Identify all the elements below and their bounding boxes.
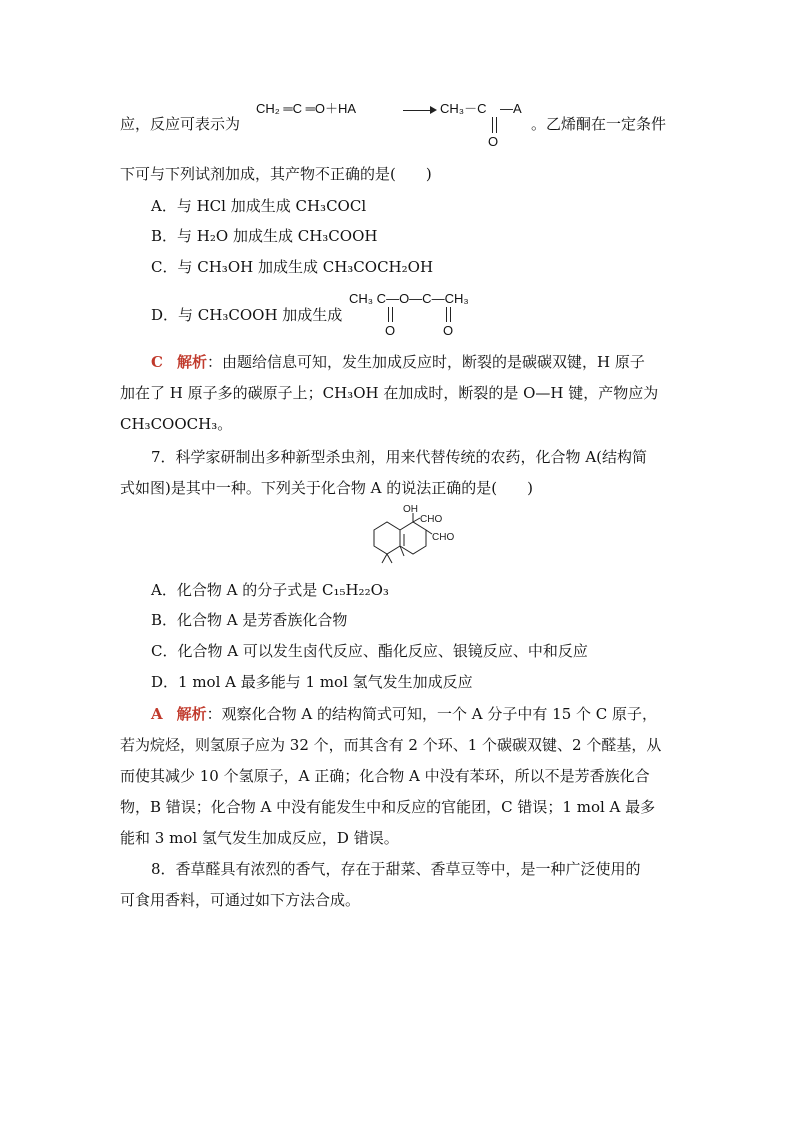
q7-option-d: D．1 mol A 最多能与 1 mol 氢气发生加成反应 bbox=[151, 673, 473, 691]
left-ring bbox=[374, 522, 400, 554]
q7-explain-1: ：观察化合物 A 的结构简式可知，一个 A 分子中有 15 个 C 原子， bbox=[206, 705, 658, 723]
q6-explain-1: ：由题给信息可知，发生加成反应时，断裂的是碳碳双键，H 原子 bbox=[206, 353, 645, 371]
q6-eq-right-b: —A bbox=[500, 101, 522, 116]
cho1-bond bbox=[413, 518, 420, 522]
d-double-bond-2 bbox=[446, 307, 451, 322]
q6-eq-o: O bbox=[488, 134, 499, 149]
q6-explain-label: 解析 bbox=[176, 353, 207, 371]
q8-stem2: 可食用香料，可通过如下方法合成。 bbox=[120, 891, 361, 909]
q7-struct-cho1: CHO bbox=[420, 514, 443, 525]
reaction-arrowhead bbox=[430, 106, 437, 114]
q7-option-a: A．化合物 A 的分子式是 C₁₅H₂₂O₃ bbox=[151, 581, 389, 599]
q6-option-b: B．与 H₂O 加成生成 CH₃COOH bbox=[151, 227, 378, 245]
q8-stem1: 8．香草醛具有浓烈的香气，存在于甜菜、香草豆等中，是一种广泛使用的 bbox=[151, 860, 641, 878]
q6-explain-2: 加在了 H 原子多的碳原子上；CH₃OH 在加成时，断裂的是 O—H 键，产物应为 bbox=[120, 384, 659, 402]
carbonyl-double-bond bbox=[492, 117, 497, 133]
q6-option-c: C．与 CH₃OH 加成生成 CH₃COCH₂OH bbox=[151, 258, 434, 276]
q6-d-struct-o1: O bbox=[385, 323, 396, 338]
q6-option-a: A．与 HCl 加成生成 CH₃COCl bbox=[151, 197, 367, 215]
d-double-bond-1 bbox=[388, 307, 393, 322]
q6-intro-line bbox=[120, 114, 240, 134]
q6-intro-b: 。乙烯酮在一定条件 bbox=[531, 115, 667, 133]
q6-d-struct-o2: O bbox=[443, 323, 454, 338]
q6-intro-b-line bbox=[531, 114, 666, 134]
q6-stem2: 下可与下列试剂加成，其产物不正确的是( ) bbox=[120, 165, 432, 183]
q6-eq-left: CH₂ ═C ═O＋HA bbox=[256, 101, 357, 116]
q7-explain-2: 若为烷烃，则氢原子应为 32 个，而其含有 2 个环、1 个碳碳双键、2 个醛基，从 bbox=[120, 736, 662, 754]
methyl-3 bbox=[387, 554, 392, 563]
q7-structure-diagram bbox=[360, 500, 470, 575]
q6-eq-right-a: CH₃－C bbox=[440, 101, 487, 116]
q7-option-b: B．化合物 A 是芳香族化合物 bbox=[151, 611, 348, 629]
q6-option-d: D．与 CH₃COOH 加成生成 bbox=[151, 306, 343, 324]
q7-struct-oh: OH bbox=[403, 504, 418, 515]
methyl-2 bbox=[382, 554, 387, 563]
q7-stem2: 式如图)是其中一种。下列关于化合物 A 的说法正确的是( ) bbox=[120, 479, 533, 497]
reaction-arrow bbox=[403, 110, 431, 111]
q7-struct-cho2: CHO bbox=[432, 532, 455, 543]
q6-d-struct-main: CH₃ C—O—C—CH₃ bbox=[349, 291, 469, 306]
q7-option-c: C．化合物 A 可以发生卤代反应、酯化反应、银镜反应、中和反应 bbox=[151, 642, 588, 660]
q7-stem1: 7．科学家研制出多种新型杀虫剂，用来代替传统的农药，化合物 A(结构简 bbox=[151, 448, 647, 466]
q7-explain-1-line bbox=[151, 704, 657, 724]
q7-explain-3: 而使其减少 10 个氢原子，A 正确；化合物 A 中没有苯环，所以不是芳香族化合 bbox=[120, 767, 650, 785]
q6-answer: C bbox=[151, 353, 163, 371]
q7-explain-5: 能和 3 mol 氢气发生加成反应，D 错误。 bbox=[120, 829, 399, 847]
q7-explain-4: 物，B 错误；化合物 A 中没有能发生中和反应的官能团，C 错误；1 mol A 最多 bbox=[120, 798, 656, 816]
q6-explain-1-line bbox=[151, 352, 645, 372]
q7-answer: A bbox=[151, 705, 163, 723]
q6-intro-a: 应，反应可表示为 bbox=[120, 115, 241, 133]
q6-explain-3: CH₃COOCH₃。 bbox=[120, 415, 233, 433]
q7-explain-label: 解析 bbox=[176, 705, 207, 723]
